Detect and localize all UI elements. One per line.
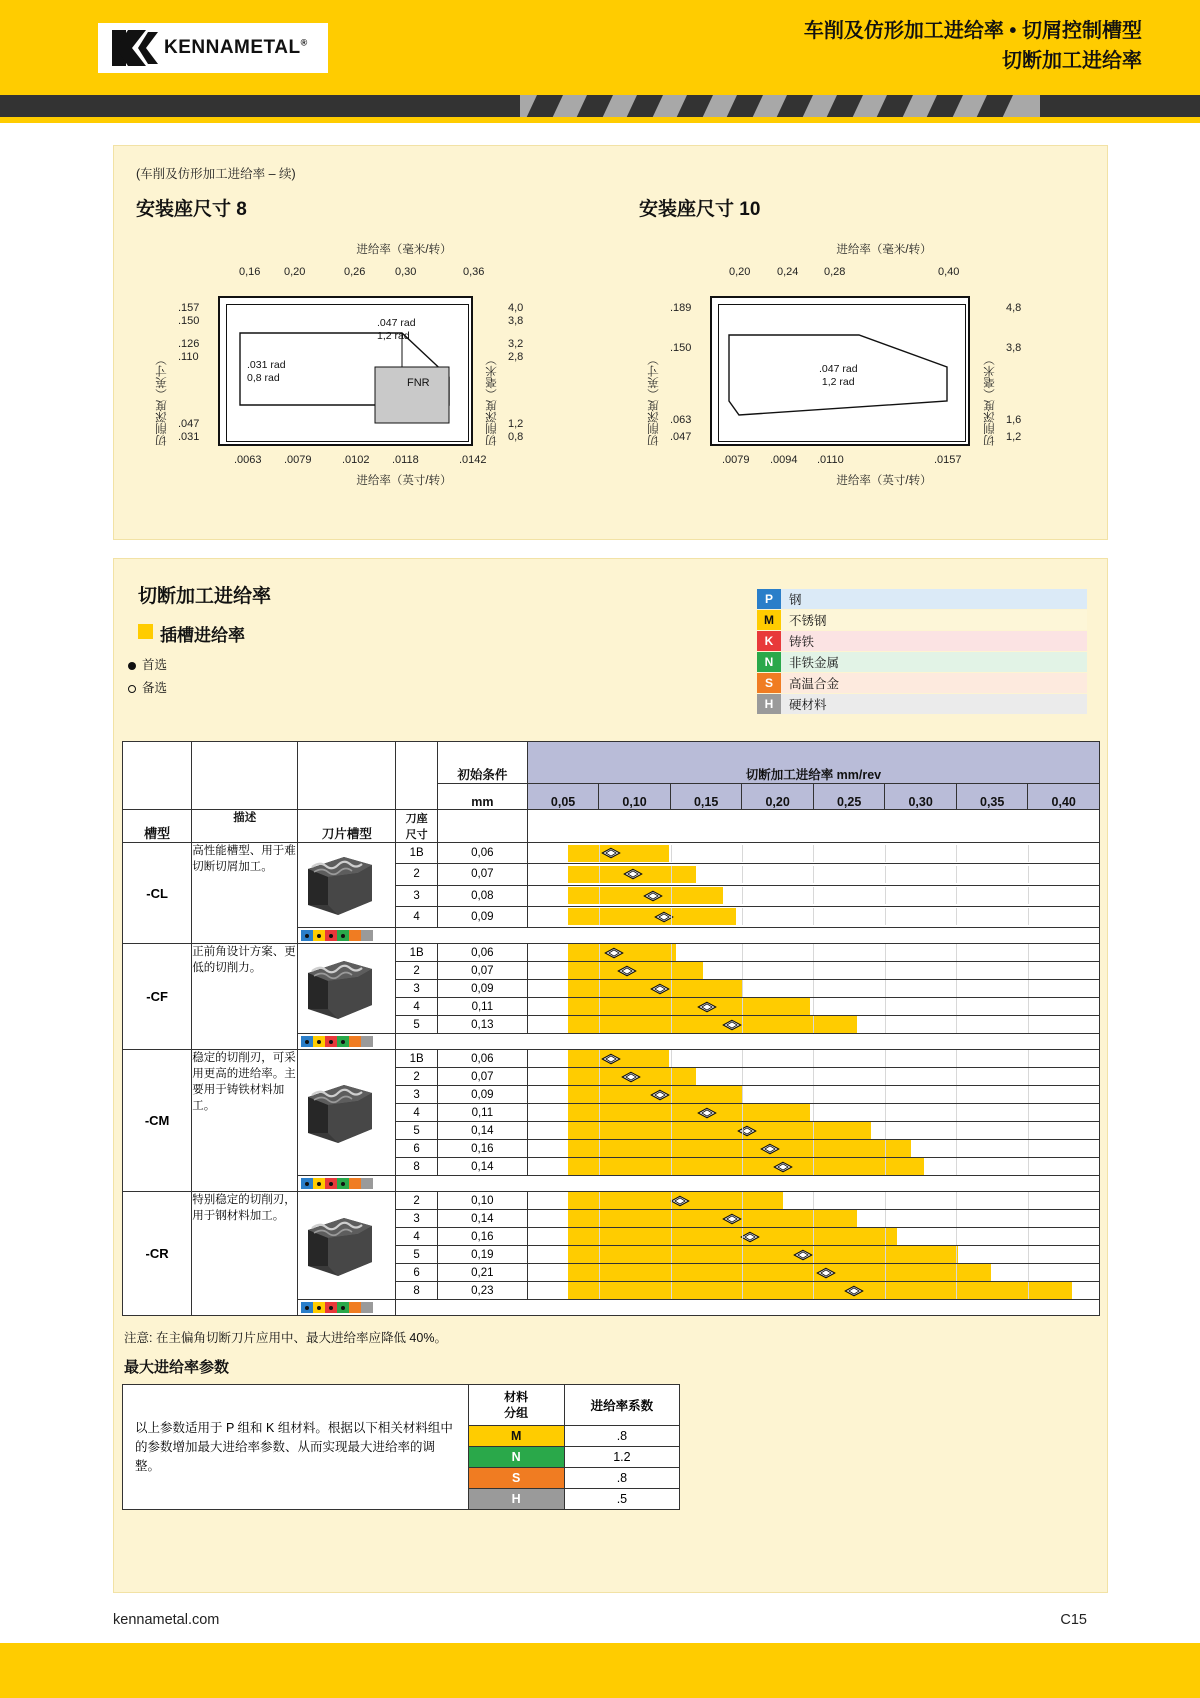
chart-2-right-tick: 1,6 [1006, 414, 1022, 426]
footer-page-number: C15 [1060, 1612, 1087, 1628]
feed-range-bar-cell [527, 1016, 1099, 1034]
preferred-feed-marker-icon [650, 983, 669, 994]
max-feed-description: 以上参数适用于 P 组和 K 组材料。根据以下相关材料组中的参数增加最大进给率参数、从而实现最大进给率的调整。 [123, 1385, 469, 1510]
insert-geometry-icon [298, 843, 382, 927]
start-condition-mm: 0,08 [437, 885, 527, 906]
material-legend-code: M [757, 610, 781, 630]
scale-tick: 0,10 [599, 784, 671, 810]
chart-1-right-tick: 0,8 [508, 431, 524, 443]
preferred-feed-marker-icon [622, 1071, 641, 1082]
table-head [123, 742, 1100, 843]
header-start-unit: mm [437, 784, 527, 810]
holder-size: 8 [396, 1282, 438, 1300]
feed-range-bar-cell [527, 885, 1099, 906]
page-header [0, 0, 1200, 95]
chart-2-top-tick: 0,24 [777, 266, 799, 278]
feed-range-bar [568, 1104, 810, 1121]
material-swatch-n [337, 1302, 349, 1313]
chart-2-bottom-tick: .0110 [817, 454, 844, 466]
preferred-feed-marker-icon [760, 1143, 779, 1154]
material-strip-spacer [396, 1176, 1100, 1192]
material-strip-cell [298, 928, 396, 944]
material-legend-row [757, 694, 1087, 714]
chart-1-right-axis-label: 切削深度（毫米） [486, 354, 498, 446]
legend-alternate-label: 备选 [142, 681, 168, 695]
material-swatch-s [349, 1036, 361, 1047]
chart-2-right-tick: 1,2 [1006, 431, 1022, 443]
table-row [123, 843, 1100, 864]
start-condition-mm: 0,21 [437, 1264, 527, 1282]
insert-geometry-cell [298, 1192, 396, 1300]
table-row [123, 1050, 1100, 1068]
feed-range-bar-cell [527, 1264, 1099, 1282]
insert-geometry-cell [298, 1050, 396, 1176]
material-strip-cell [298, 1176, 396, 1192]
chart-1-annotation-fnr: FNR [407, 377, 430, 389]
chart-1-bottom-axis-label: 进给率（英寸/转） [356, 475, 452, 487]
chart-2-top-axis-label: 进给率（毫米/转） [836, 244, 932, 256]
chart-1-top-tick: 0,30 [395, 266, 417, 278]
material-swatch-n [337, 1036, 349, 1047]
material-swatch-s [349, 1178, 361, 1189]
grooving-feed-table [122, 741, 1100, 1316]
header-chart-title: 切断加工进给率 mm/rev [527, 742, 1099, 784]
chart-2-top-tick: 0,28 [824, 266, 846, 278]
feed-range-bar-cell [527, 1122, 1099, 1140]
preferred-feed-marker-icon [723, 1213, 742, 1224]
chart-1-top-tick: 0,20 [284, 266, 306, 278]
holder-size: 4 [396, 906, 438, 927]
start-condition-mm: 0,09 [437, 1086, 527, 1104]
header-title-line1: 车削及仿形加工进给率 • 切屑控制槽型 [803, 20, 1142, 42]
max-feed-code: H [468, 1489, 564, 1510]
header-holder-size: 刀座 尺寸 [396, 810, 438, 843]
material-swatch-h [361, 1178, 373, 1189]
chart-1-bottom-tick: .0102 [342, 454, 370, 466]
holder-size: 8 [396, 1158, 438, 1176]
start-condition-mm: 0,23 [437, 1282, 527, 1300]
holder-size: 5 [396, 1122, 438, 1140]
chart-1-left-axis-label: 切削深度（英寸） [156, 354, 168, 446]
holder-size: 5 [396, 1246, 438, 1264]
insert-geometry-icon [298, 947, 382, 1031]
material-legend-name: 钢 [789, 593, 802, 607]
max-feed-factor: .8 [564, 1426, 679, 1447]
chart-1-annotation-1: .047 rad 1,2 rad [377, 317, 416, 342]
material-legend-row [757, 652, 1087, 672]
feed-range-bar-cell [527, 906, 1099, 927]
insert-geometry-cell [298, 944, 396, 1034]
chart-1-bottom-tick: .0142 [459, 454, 487, 466]
max-feed-factor: .5 [564, 1489, 679, 1510]
feed-range-bar-cell [527, 944, 1099, 962]
max-feed-code: S [468, 1468, 564, 1489]
start-condition-mm: 0,11 [437, 1104, 527, 1122]
feed-rate-charts-panel [113, 145, 1108, 540]
material-swatch-k [325, 1302, 337, 1313]
feed-range-bar-cell [527, 1210, 1099, 1228]
preferred-feed-marker-icon [697, 1001, 716, 1012]
feed-range-bar-cell [527, 1246, 1099, 1264]
groove-description: 特别稳定的切削刃，用于钢材料加工。 [192, 1192, 298, 1316]
chart-2-right-tick: 3,8 [1006, 342, 1022, 354]
preferred-feed-marker-icon [794, 1249, 813, 1260]
start-condition-mm: 0,07 [437, 864, 527, 885]
max-feed-code: N [468, 1447, 564, 1468]
chart-2-bottom-tick: .0094 [770, 454, 798, 466]
preferred-feed-marker-icon [623, 869, 642, 880]
feed-range-bar [568, 1282, 1072, 1299]
chart-1-bottom-tick: .0063 [234, 454, 262, 466]
feed-range-bar [568, 908, 736, 925]
material-legend-row [757, 610, 1087, 630]
chart-1-annotation-2: .031 rad 0,8 rad [247, 359, 286, 384]
decorative-stripe-band [0, 95, 1200, 123]
chart-2-left-tick: .189 [670, 302, 692, 314]
holder-size: 1B [396, 843, 438, 864]
holder-size: 3 [396, 980, 438, 998]
preferred-feed-marker-icon [602, 848, 621, 859]
scale-tick: 0,40 [1028, 784, 1100, 810]
material-swatch-p [301, 1178, 313, 1189]
max-feed-code: M [468, 1426, 564, 1447]
header-insert-geometry: 刀片槽型 [298, 810, 396, 843]
table-body [123, 843, 1100, 1316]
feed-range-bar [568, 1228, 897, 1245]
chart-2-bottom-tick: .0079 [722, 454, 750, 466]
scale-tick: 0,20 [742, 784, 814, 810]
material-swatch-k [325, 1036, 337, 1047]
preferred-feed-marker-icon [604, 947, 623, 958]
material-swatch-s [349, 1302, 361, 1313]
material-swatch-h [361, 930, 373, 941]
start-condition-mm: 0,11 [437, 998, 527, 1016]
chart-1-top-axis-label: 进给率（毫米/转） [356, 244, 452, 256]
feed-range-bar-cell [527, 1158, 1099, 1176]
chart-1-top-tick: 0,16 [239, 266, 261, 278]
chart-2-right-axis-label: 切削深度（毫米） [984, 354, 996, 446]
chart-2-left-axis-label: 切削深度（英寸） [648, 354, 660, 446]
holder-size: 2 [396, 1068, 438, 1086]
chart-2-bottom-axis-label: 进给率（英寸/转） [836, 475, 932, 487]
feed-range-bar-cell [527, 1140, 1099, 1158]
material-legend-name: 高温合金 [789, 677, 840, 691]
max-feed-table [122, 1384, 680, 1510]
chart-1-left-tick: .157 [178, 302, 200, 314]
subsection-marker-icon [138, 624, 153, 639]
preferred-feed-marker-icon [602, 1053, 621, 1064]
material-swatch-m [313, 930, 325, 941]
material-swatch-k [325, 930, 337, 941]
insert-geometry-icon [298, 1071, 382, 1155]
start-condition-mm: 0,10 [437, 1192, 527, 1210]
feed-range-bar-cell [527, 962, 1099, 980]
holder-size: 5 [396, 1016, 438, 1034]
feed-range-bar [568, 1158, 924, 1175]
scale-tick: 0,15 [670, 784, 742, 810]
header-title-line2: 切断加工进给率 [1002, 50, 1142, 72]
max-feed-header-group: 材料 分组 [468, 1385, 564, 1426]
chart-2-title: 安装座尺寸 10 [639, 199, 761, 220]
material-legend-code: H [757, 694, 781, 714]
groove-description: 正前角设计方案、更低的切削力。 [192, 944, 298, 1050]
start-condition-mm: 0,14 [437, 1122, 527, 1140]
table-row [123, 1192, 1100, 1210]
chart-1-left-tick: .150 [178, 315, 200, 327]
chart-2-annotation-1: .047 rad 1,2 rad [819, 363, 858, 388]
chart-1-top-tick: 0,26 [344, 266, 366, 278]
chart-1-left-tick: .031 [178, 431, 200, 443]
start-condition-mm: 0,14 [437, 1210, 527, 1228]
chart-1-left-tick: .110 [178, 351, 199, 363]
groove-code: -CL [123, 843, 192, 944]
start-condition-mm: 0,06 [437, 843, 527, 864]
groove-code: -CF [123, 944, 192, 1050]
material-legend-name: 不锈钢 [789, 614, 827, 628]
section-title: 切断加工进给率 [138, 586, 272, 607]
material-legend-code: N [757, 652, 781, 672]
grooving-feed-rate-panel [113, 558, 1108, 1593]
start-condition-mm: 0,09 [437, 906, 527, 927]
table-note: 注意: 在主偏角切断刀片应用中、最大进给率应降低 40%。 [124, 1331, 447, 1345]
feed-range-bar [568, 1246, 958, 1263]
material-legend-name: 硬材料 [789, 698, 827, 712]
insert-geometry-icon [298, 1204, 382, 1288]
material-swatch-m [313, 1178, 325, 1189]
groove-code: -CM [123, 1050, 192, 1192]
chart-2-plot-area [710, 296, 970, 446]
feed-range-bar-cell [527, 843, 1099, 864]
start-condition-mm: 0,06 [437, 1050, 527, 1068]
chart-1-plot-inner [226, 304, 469, 442]
feed-range-bar-cell [527, 1228, 1099, 1246]
logo-wordmark: KENNAMETAL® [164, 37, 308, 58]
header-description: 描述 [192, 810, 298, 843]
material-swatch-n [337, 930, 349, 941]
table-row [123, 944, 1100, 962]
holder-size: 6 [396, 1140, 438, 1158]
start-condition-mm: 0,13 [437, 1016, 527, 1034]
material-legend-code: S [757, 673, 781, 693]
start-condition-mm: 0,07 [437, 962, 527, 980]
material-swatch-n [337, 1178, 349, 1189]
holder-size: 4 [396, 1104, 438, 1122]
material-legend-code: P [757, 589, 781, 609]
feed-range-bar [568, 1122, 870, 1139]
header-title [804, 16, 1142, 76]
page-body [0, 123, 1200, 1643]
material-swatch-m [313, 1036, 325, 1047]
start-condition-mm: 0,16 [437, 1228, 527, 1246]
chart-1-left-tick: .126 [178, 338, 200, 350]
preferred-dot-icon [128, 662, 136, 670]
material-legend [757, 589, 1087, 715]
material-swatch-k [325, 1178, 337, 1189]
material-strip-spacer [396, 928, 1100, 944]
max-feed-factor: 1.2 [564, 1447, 679, 1468]
kennametal-k-icon [112, 30, 158, 66]
max-feed-header-factor: 进给率系数 [564, 1385, 679, 1426]
groove-description: 高性能槽型、用于难切断切屑加工。 [192, 843, 298, 944]
legend-preferred-label: 首选 [142, 658, 168, 672]
chart-1-left-tick: .047 [178, 418, 200, 430]
feed-range-bar-cell [527, 1192, 1099, 1210]
chart-1-top-tick: 0,36 [463, 266, 485, 278]
holder-size: 1B [396, 944, 438, 962]
feed-range-bar-cell [527, 1104, 1099, 1122]
preferred-feed-marker-icon [650, 1089, 669, 1100]
holder-size: 3 [396, 1210, 438, 1228]
preferred-feed-marker-icon [618, 965, 637, 976]
start-condition-mm: 0,16 [437, 1140, 527, 1158]
material-strip-cell [298, 1300, 396, 1316]
kennametal-logo [98, 23, 328, 73]
material-legend-code: K [757, 631, 781, 651]
holder-size: 2 [396, 962, 438, 980]
chart-1-bottom-tick: .0079 [284, 454, 312, 466]
material-swatch-s [349, 930, 361, 941]
chart-1-right-tick: 1,2 [508, 418, 524, 430]
chart-2-right-tick: 4,8 [1006, 302, 1022, 314]
header-start-condition: 初始条件 [437, 742, 527, 784]
holder-size: 4 [396, 1228, 438, 1246]
footer-bar [0, 1643, 1200, 1698]
max-feed-title: 最大进给率参数 [124, 1359, 230, 1376]
preferred-feed-marker-icon [845, 1285, 864, 1296]
material-legend-name: 非铁金属 [789, 656, 840, 670]
holder-size: 4 [396, 998, 438, 1016]
chart-1-bottom-tick: .0118 [392, 454, 419, 466]
chart-1-title: 安装座尺寸 8 [136, 199, 247, 220]
material-swatch-p [301, 1302, 313, 1313]
holder-size: 2 [396, 864, 438, 885]
material-swatch-h [361, 1302, 373, 1313]
scale-tick: 0,25 [813, 784, 885, 810]
alternate-dot-icon [128, 685, 136, 693]
feed-range-bar-cell [527, 1086, 1099, 1104]
material-swatch-p [301, 930, 313, 941]
material-legend-row [757, 631, 1087, 651]
material-legend-name: 铸铁 [789, 635, 815, 649]
material-legend-row [757, 589, 1087, 609]
start-condition-mm: 0,09 [437, 980, 527, 998]
chart-2-plot-inner [718, 304, 966, 442]
feed-range-bar [568, 998, 810, 1015]
feed-range-bar-cell [527, 1282, 1099, 1300]
holder-size: 6 [396, 1264, 438, 1282]
preferred-feed-marker-icon [737, 1125, 756, 1136]
scale-tick: 0,35 [956, 784, 1028, 810]
chart-1-right-tick: 4,0 [508, 302, 524, 314]
holder-size: 1B [396, 1050, 438, 1068]
scale-tick: 0,05 [527, 784, 599, 810]
material-strip-cell [298, 1034, 396, 1050]
chart-1-plot-area [218, 296, 473, 446]
preferred-feed-marker-icon [670, 1195, 689, 1206]
max-feed-factor: .8 [564, 1468, 679, 1489]
chart-2-top-tick: 0,20 [729, 266, 751, 278]
material-swatch-m [313, 1302, 325, 1313]
scale-tick: 0,30 [885, 784, 957, 810]
material-swatch-h [361, 1036, 373, 1047]
preferred-feed-marker-icon [643, 890, 662, 901]
material-legend-row [757, 673, 1087, 693]
feed-range-bar [568, 1140, 911, 1157]
insert-geometry-cell [298, 843, 396, 928]
chart-1-right-tick: 3,2 [508, 338, 524, 350]
subsection-title: 插槽进给率 [160, 626, 245, 645]
preferred-feed-marker-icon [697, 1107, 716, 1118]
holder-size: 3 [396, 885, 438, 906]
material-strip-spacer [396, 1034, 1100, 1050]
preferred-feed-marker-icon [723, 1019, 742, 1030]
feed-range-bar-cell [527, 980, 1099, 998]
start-condition-mm: 0,07 [437, 1068, 527, 1086]
header-groove: 槽型 [123, 810, 192, 843]
groove-description: 稳定的切削刃，可采用更高的进给率。主要用于铸铁材料加工。 [192, 1050, 298, 1192]
footer-url[interactable]: kennametal.com [113, 1612, 220, 1628]
material-swatch-p [301, 1036, 313, 1047]
feed-range-bar [568, 1264, 991, 1281]
start-condition-mm: 0,06 [437, 944, 527, 962]
holder-size: 2 [396, 1192, 438, 1210]
feed-range-bar-cell [527, 998, 1099, 1016]
chart-2-left-tick: .047 [670, 431, 692, 443]
chart-2-top-tick: 0,40 [938, 266, 960, 278]
chart-2-left-tick: .063 [670, 414, 692, 426]
start-condition-mm: 0,14 [437, 1158, 527, 1176]
material-strip-spacer [396, 1300, 1100, 1316]
chart-2-left-tick: .150 [670, 342, 692, 354]
preferred-feed-marker-icon [774, 1161, 793, 1172]
feed-range-bar-cell [527, 1068, 1099, 1086]
start-condition-mm: 0,19 [437, 1246, 527, 1264]
holder-size: 3 [396, 1086, 438, 1104]
chart-2-bottom-tick: .0157 [934, 454, 962, 466]
chart-1-right-tick: 3,8 [508, 315, 524, 327]
preferred-feed-marker-icon [817, 1267, 836, 1278]
chart-1-right-tick: 2,8 [508, 351, 524, 363]
feed-range-bar-cell [527, 1050, 1099, 1068]
groove-code: -CR [123, 1192, 192, 1316]
continued-note: (车削及仿形加工进给率 – 续) [136, 167, 296, 181]
feed-range-bar-cell [527, 864, 1099, 885]
